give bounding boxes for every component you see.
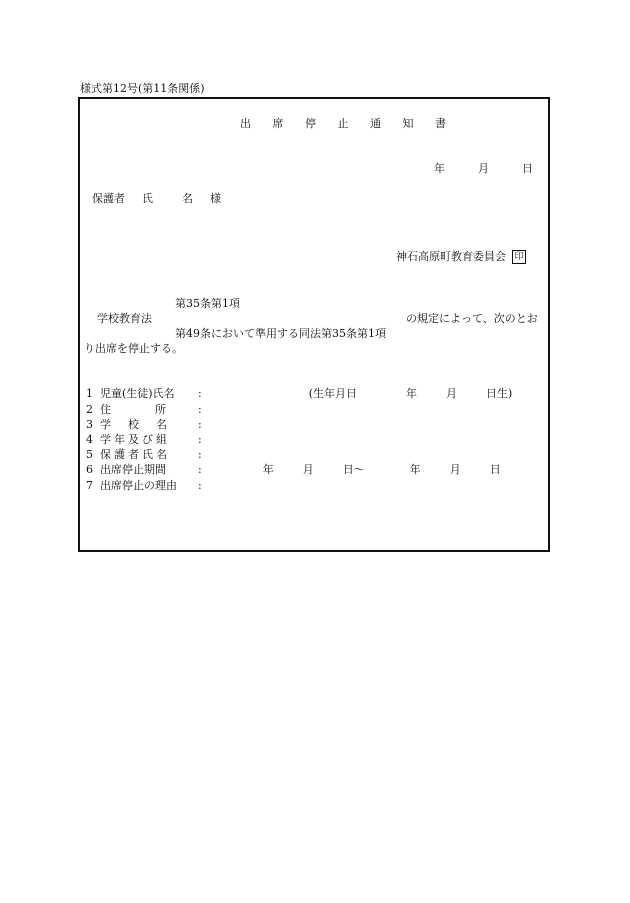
form-title: 出 席 停 止 通 知 書 [240, 117, 455, 130]
addressee [92, 192, 221, 206]
name-label-2: 名 [182, 192, 193, 205]
issuer-name: 神石高原町教育委員会 [396, 250, 506, 263]
honorific: 様 [210, 192, 221, 205]
date-day-label: 日 [522, 162, 533, 175]
item-student-name: 1 児童(生徒)氏名 : (生年月日 年 月 日生) [86, 387, 513, 400]
body-text-line-1: の規定によって、次のとお [406, 312, 538, 325]
issue-date [434, 162, 533, 176]
body-text-line-2: り出席を停止する。 [84, 342, 183, 355]
article-option-1: 第35条第1項 [175, 297, 240, 310]
issuer [396, 250, 526, 264]
seal-stamp: 印 [512, 250, 526, 264]
guardian-label: 保護者 [92, 192, 125, 205]
form-number: 様式第12号(第11条関係) [80, 82, 205, 95]
notice-form [78, 97, 550, 552]
item-suspension-reason: 7 出席停止の理由 : [86, 479, 202, 492]
item-suspension-period: 6 出席停止期間 : 年 月 日～ 年 月 日 [86, 463, 501, 476]
item-grade-class: 4 学年及び組 : [86, 433, 202, 446]
date-month-label: 月 [478, 162, 489, 175]
item-guardian-name: 5 保護者氏名 : [86, 448, 202, 461]
date-year-label: 年 [434, 162, 445, 175]
item-school-name: 3 学 校 名 : [86, 418, 202, 431]
law-name: 学校教育法 [97, 312, 152, 325]
birth-date-label: (生年月日 [308, 387, 358, 400]
article-option-2: 第49条において準用する同法第35条第1項 [175, 327, 386, 340]
item-address: 2 住 所 : [86, 403, 202, 416]
name-label-1: 氏 [142, 192, 153, 205]
